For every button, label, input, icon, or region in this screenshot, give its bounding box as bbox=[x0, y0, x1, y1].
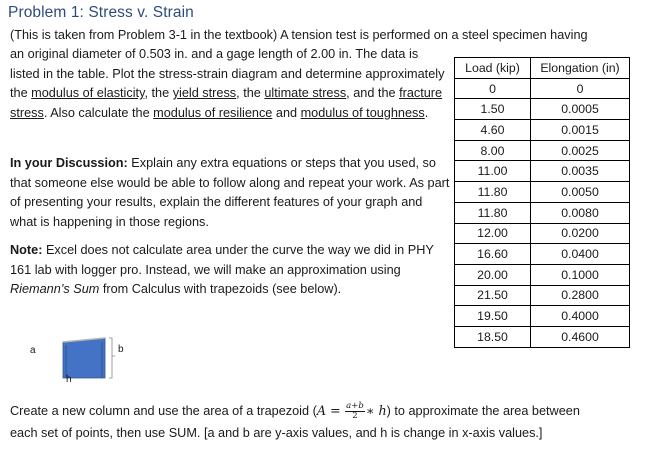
formula-rhs: ∗ h bbox=[365, 402, 387, 418]
cell-load: 20.00 bbox=[455, 264, 531, 285]
formula-prefix: Create a new column and use the area of a trapezoid ( bbox=[10, 403, 317, 418]
cell-load: 11.80 bbox=[455, 182, 531, 203]
cell-elongation: 0.0400 bbox=[531, 244, 630, 265]
discussion-label: In your Discussion: bbox=[10, 156, 128, 170]
cell-elongation: 0.2800 bbox=[531, 285, 630, 306]
cell-load: 12.00 bbox=[455, 223, 531, 244]
yield-stress-term: yield stress bbox=[172, 86, 237, 100]
problem-title: Problem 1: Stress v. Strain bbox=[8, 4, 194, 21]
formula-suffix: ) to approximate the area between bbox=[386, 403, 580, 418]
table-row bbox=[455, 120, 630, 141]
cell-load: 1.50 bbox=[455, 99, 531, 120]
column-header-load: Load (kip) bbox=[455, 58, 531, 79]
cell-load: 8.00 bbox=[455, 140, 531, 161]
trapezoid-diagram bbox=[30, 330, 150, 400]
cell-load: 16.60 bbox=[455, 244, 531, 265]
table-row bbox=[455, 182, 630, 203]
cell-elongation: 0.0005 bbox=[531, 99, 630, 120]
intro-end: . bbox=[424, 105, 429, 120]
cell-elongation: 0.0200 bbox=[531, 223, 630, 244]
formula-line bbox=[10, 402, 580, 421]
ultimate-stress-term: ultimate stress bbox=[264, 86, 347, 100]
cell-load: 19.50 bbox=[455, 306, 531, 327]
cell-elongation: 0.1000 bbox=[531, 264, 630, 285]
table-row bbox=[455, 161, 630, 182]
cell-elongation: 0.0080 bbox=[531, 202, 630, 223]
cell-load: 21.50 bbox=[455, 285, 531, 306]
cell-load: 11.80 bbox=[455, 202, 531, 223]
column-header-elongation: Elongation (in) bbox=[531, 58, 630, 79]
label-b: b bbox=[118, 344, 124, 355]
discussion-text: Explain any extra equations or steps that you used, so that someone else would be able to follow along and repeat your work. As part of presenting your results, explain the different features of your graph and what is happening in those regions. bbox=[10, 156, 450, 229]
formula-lhs: A = bbox=[316, 402, 341, 418]
table-row bbox=[455, 78, 630, 99]
fraction-numerator: a+b bbox=[346, 401, 364, 411]
table-row bbox=[455, 140, 630, 161]
trapezoid-shape bbox=[63, 338, 105, 378]
modulus-of-resilience-term: modulus of resilience bbox=[153, 105, 273, 120]
table-row bbox=[455, 326, 630, 347]
modulus-of-elasticity-term: modulus of elasticity bbox=[31, 86, 145, 100]
intro-line-1: (This is taken from Problem 3-1 in the textbook) A tension test is performed on a steel specimen having bbox=[10, 28, 588, 42]
discussion-paragraph bbox=[10, 154, 450, 232]
table-row bbox=[455, 202, 630, 223]
cell-load: 18.50 bbox=[455, 326, 531, 347]
intro-separator: . Also calculate the bbox=[43, 105, 154, 120]
table-row bbox=[455, 285, 630, 306]
intro-separator: and bbox=[272, 105, 301, 120]
riemann-sum-term: Riemann’s Sum bbox=[10, 282, 100, 296]
cell-load: 4.60 bbox=[455, 120, 531, 141]
label-h: h bbox=[66, 374, 72, 385]
cell-elongation: 0.0035 bbox=[531, 161, 630, 182]
cell-load: 11.00 bbox=[455, 161, 531, 182]
cell-elongation: 0 bbox=[531, 78, 630, 99]
intro-separator: , and the bbox=[346, 86, 400, 100]
fracture-stress-term: fracture stress bbox=[10, 86, 443, 120]
table-body bbox=[455, 78, 630, 347]
table-row bbox=[455, 99, 630, 120]
modulus-of-toughness-term: modulus of toughness bbox=[300, 105, 425, 120]
note-text-2: from Calculus with trapezoids (see below). bbox=[99, 282, 342, 296]
cell-elongation: 0.0050 bbox=[531, 182, 630, 203]
note-label: Note: bbox=[10, 243, 43, 257]
intro-separator: , the bbox=[144, 86, 173, 100]
cell-load: 0 bbox=[455, 78, 531, 99]
formula-fraction bbox=[345, 402, 365, 421]
brace-b bbox=[109, 338, 115, 378]
table-header-row bbox=[455, 58, 630, 79]
intro-paragraph bbox=[10, 45, 450, 123]
table-row bbox=[455, 244, 630, 265]
table-row bbox=[455, 223, 630, 244]
cell-elongation: 0.0025 bbox=[531, 140, 630, 161]
load-elongation-table bbox=[454, 57, 630, 348]
cell-elongation: 0.4600 bbox=[531, 326, 630, 347]
table-row bbox=[455, 306, 630, 327]
table-row bbox=[455, 264, 630, 285]
intro-separator: , the bbox=[236, 86, 265, 100]
cell-elongation: 0.0015 bbox=[531, 120, 630, 141]
fraction-denominator: 2 bbox=[352, 411, 358, 421]
intro-text: an original diameter of 0.503 in. and a gage length of 2.00 in. The data is listed in the table. Plot the stress-strain diagram and determine approximately the bbox=[10, 47, 445, 100]
formula-line-2: each set of points, then use SUM. [a and b are y-axis values, and h is change in x-axis values.] bbox=[10, 426, 543, 440]
label-a: a bbox=[30, 345, 36, 356]
note-paragraph bbox=[10, 241, 450, 300]
note-text-1: Excel does not calculate area under the curve the way we did in PHY 161 lab with logger pro. Instead, we will make an approximation using bbox=[10, 243, 434, 277]
cell-elongation: 0.4000 bbox=[531, 306, 630, 327]
